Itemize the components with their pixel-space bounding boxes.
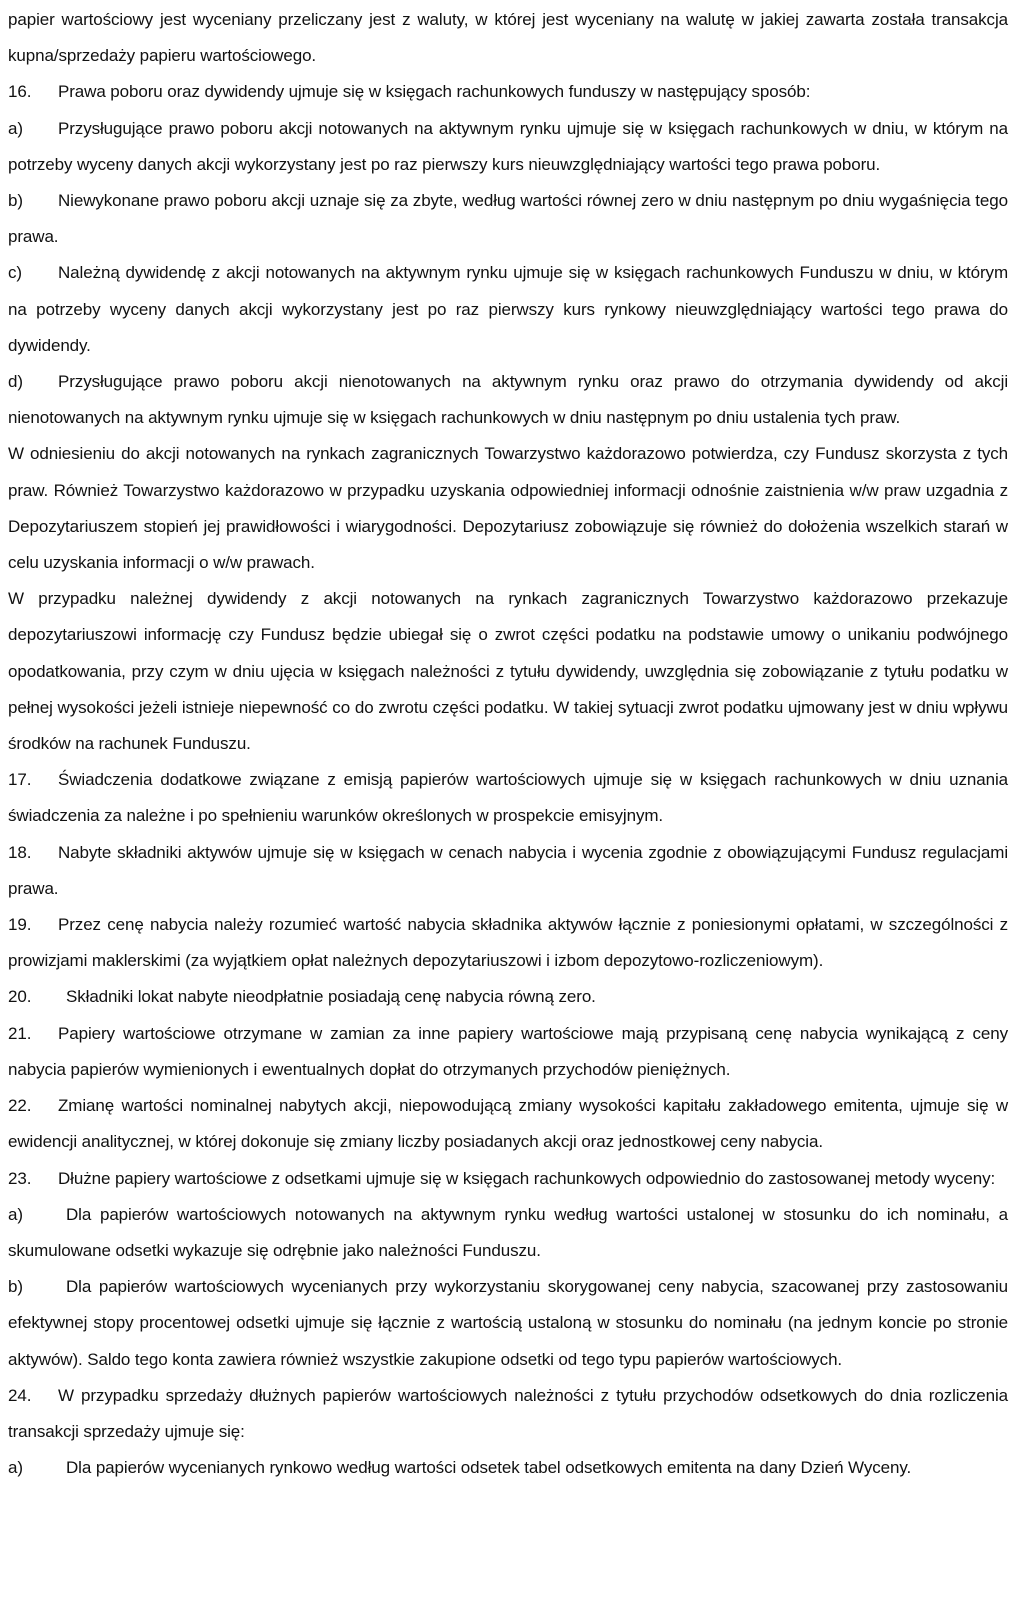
paragraph-text: Przysługujące prawo poboru akcji nienotowanych na aktywnym rynku oraz prawo do otrzymania dywidendy od akcji nienotowanych na aktywnym rynku ujmuje się w księgach rachunkowych w dniu następnym po dniu ustalenia tych praw. xyxy=(8,372,1008,428)
paragraph-21 xyxy=(8,1016,1008,1088)
paragraph-text: W przypadku sprzedaży dłużnych papierów wartościowych należności z tytułu przychodów odsetkowych do dnia rozliczenia transakcji sprzedaży ujmuje się: xyxy=(8,1385,1008,1441)
paragraph-text: Należną dywidendę z akcji notowanych na aktywnym rynku ujmuje się w księgach rachunkowych Funduszu w dniu, w którym na potrzeby wyceny danych akcji wykorzystany jest po raz pierwszy kurs rynkowy nieuwzględniający wartości tego prawa do dywidendy. xyxy=(8,263,1008,355)
paragraph-23b xyxy=(8,1269,1008,1378)
paragraph-text: Składniki lokat nabyte nieodpłatnie posiadają cenę nabycia równą zero. xyxy=(66,987,596,1007)
paragraph-number: 21. xyxy=(8,1023,32,1043)
paragraph-text: Zmianę wartości nominalnej nabytych akcji, niepowodującą zmiany wysokości kapitału zakładowego emitenta, ujmuje się w ewidencji analitycznej, w której dokonuje się zmiany liczby posiadanych akcji oraz jednostkowej ceny nabycia. xyxy=(8,1096,1008,1152)
paragraph-number: 16. xyxy=(8,82,32,102)
paragraph-18 xyxy=(8,835,1008,907)
paragraph-foreign-shares xyxy=(8,436,1008,581)
paragraph-number: 24. xyxy=(8,1385,32,1405)
paragraph-text: W przypadku należnej dywidendy z akcji notowanych na rynkach zagranicznych Towarzystwo każdorazowo przekazuje depozytariuszowi informację czy Fundusz będzie ubiegał się o zwrot części podatku na podstawie umowy o unikaniu podwójnego opodatkowania, przy czym w dniu ujęcia w księgach należności z tytułu dywidendy, uwzględnia się zobowiązanie z tytułu podatku w pełnej wysokości jeżeli istnieje niepewność co do zwrotu części podatku. W takiej sytuacji zwrot podatku ujmowany jest w dniu wpływu środków na rachunek Funduszu. xyxy=(8,589,1008,754)
paragraph-16d xyxy=(8,364,1008,436)
paragraph-23 xyxy=(8,1161,1008,1197)
paragraph-text: papier wartościowy jest wyceniany przeliczany jest z waluty, w której jest wyceniany na walutę w jakiej zawarta została transakcja kupna/sprzedaży papieru wartościowego. xyxy=(8,10,1008,66)
paragraph-number: c) xyxy=(8,263,22,283)
paragraph-text: Dla papierów wartościowych notowanych na aktywnym rynku według wartości ustalonej w stosunku do ich nominału, a skumulowane odsetki wykazuje się odrębnie jako należności Funduszu. xyxy=(8,1204,1008,1260)
paragraph-number: 19. xyxy=(8,915,32,935)
paragraph-number: 22. xyxy=(8,1096,32,1116)
paragraph-text: Dla papierów wycenianych rynkowo według wartości odsetek tabel odsetkowych emitenta na dany Dzień Wyceny. xyxy=(66,1458,912,1478)
paragraph-text: Papiery wartościowe otrzymane w zamian za inne papiery wartościowe mają przypisaną cenę nabycia wynikającą z ceny nabycia papierów wymienionych i ewentualnych dopłat do otrzymanych przychodów pieniężnych. xyxy=(8,1023,1008,1079)
paragraph-text: Niewykonane prawo poboru akcji uznaje się za zbyte, według wartości równej zero w dniu następnym po dniu wygaśnięcia tego prawa. xyxy=(8,191,1008,247)
paragraph-24 xyxy=(8,1378,1008,1450)
paragraph-19 xyxy=(8,907,1008,979)
paragraph-number: d) xyxy=(8,372,23,392)
paragraph-continuation xyxy=(8,2,1008,74)
paragraph-text: Prawa poboru oraz dywidendy ujmuje się w księgach rachunkowych funduszy w następujący sposób: xyxy=(58,82,811,102)
paragraph-text: Przez cenę nabycia należy rozumieć wartość nabycia składnika aktywów łącznie z poniesionymi opłatami, w szczególności z prowizjami maklerskimi (za wyjątkiem opłat należnych depozytariuszowi i izbom depozytowo-rozliczeniowym). xyxy=(8,915,1008,971)
paragraph-number: a) xyxy=(8,118,23,138)
paragraph-number: b) xyxy=(8,191,23,211)
paragraph-23a xyxy=(8,1197,1008,1269)
paragraph-number: 20. xyxy=(8,987,32,1007)
paragraph-17 xyxy=(8,762,1008,834)
paragraph-22 xyxy=(8,1088,1008,1160)
paragraph-16c xyxy=(8,255,1008,364)
paragraph-16 xyxy=(8,74,1008,110)
paragraph-number: 23. xyxy=(8,1168,32,1188)
paragraph-text: Nabyte składniki aktywów ujmuje się w księgach w cenach nabycia i wycenia zgodnie z obowiązującymi Fundusz regulacjami prawa. xyxy=(8,842,1008,898)
paragraph-text: W odniesieniu do akcji notowanych na rynkach zagranicznych Towarzystwo każdorazowo potwierdza, czy Fundusz skorzysta z tych praw. Również Towarzystwo każdorazowo w przypadku uzyskania odpowiedniej informacji odnośnie zaistnienia w/w praw uzgadnia z Depozytariuszem stopień jej prawidłowości i wiarygodności. Depozytariusz zobowiązuje się również do dołożenia wszelkich starań w celu uzyskania informacji o w/w prawach. xyxy=(8,444,1008,573)
paragraph-number: 17. xyxy=(8,770,32,790)
paragraph-number: 18. xyxy=(8,842,32,862)
paragraph-text: Dłużne papiery wartościowe z odsetkami ujmuje się w księgach rachunkowych odpowiednio do zastosowanej metody wyceny: xyxy=(58,1168,996,1188)
paragraph-number: a) xyxy=(8,1204,23,1224)
paragraph-number: a) xyxy=(8,1458,23,1478)
paragraph-24a xyxy=(8,1450,1008,1486)
paragraph-text: Świadczenia dodatkowe związane z emisją papierów wartościowych ujmuje się w księgach rachunkowych w dniu uznania świadczenia za należne i po spełnieniu warunków określonych w prospekcie emisyjnym. xyxy=(8,770,1008,826)
paragraph-text: Przysługujące prawo poboru akcji notowanych na aktywnym rynku ujmuje się w księgach rachunkowych w dniu, w którym na potrzeby wyceny danych akcji wykorzystany jest po raz pierwszy kurs nieuwzględniający wartości tego prawa poboru. xyxy=(8,118,1008,174)
paragraph-text: Dla papierów wartościowych wycenianych przy wykorzystaniu skorygowanej ceny nabycia, szacowanej przy zastosowaniu efektywnej stopy procentowej odsetki ujmuje się łącznie z wartością ustaloną w stosunku do nominału (na jednym koncie po stronie aktywów). Saldo tego konta zawiera również wszystkie zakupione odsetki od tego typu papierów wartościowych. xyxy=(8,1277,1008,1369)
paragraph-foreign-dividend xyxy=(8,581,1008,762)
paragraph-16b xyxy=(8,183,1008,255)
paragraph-16a xyxy=(8,111,1008,183)
paragraph-number: b) xyxy=(8,1277,23,1297)
paragraph-20 xyxy=(8,979,1008,1015)
